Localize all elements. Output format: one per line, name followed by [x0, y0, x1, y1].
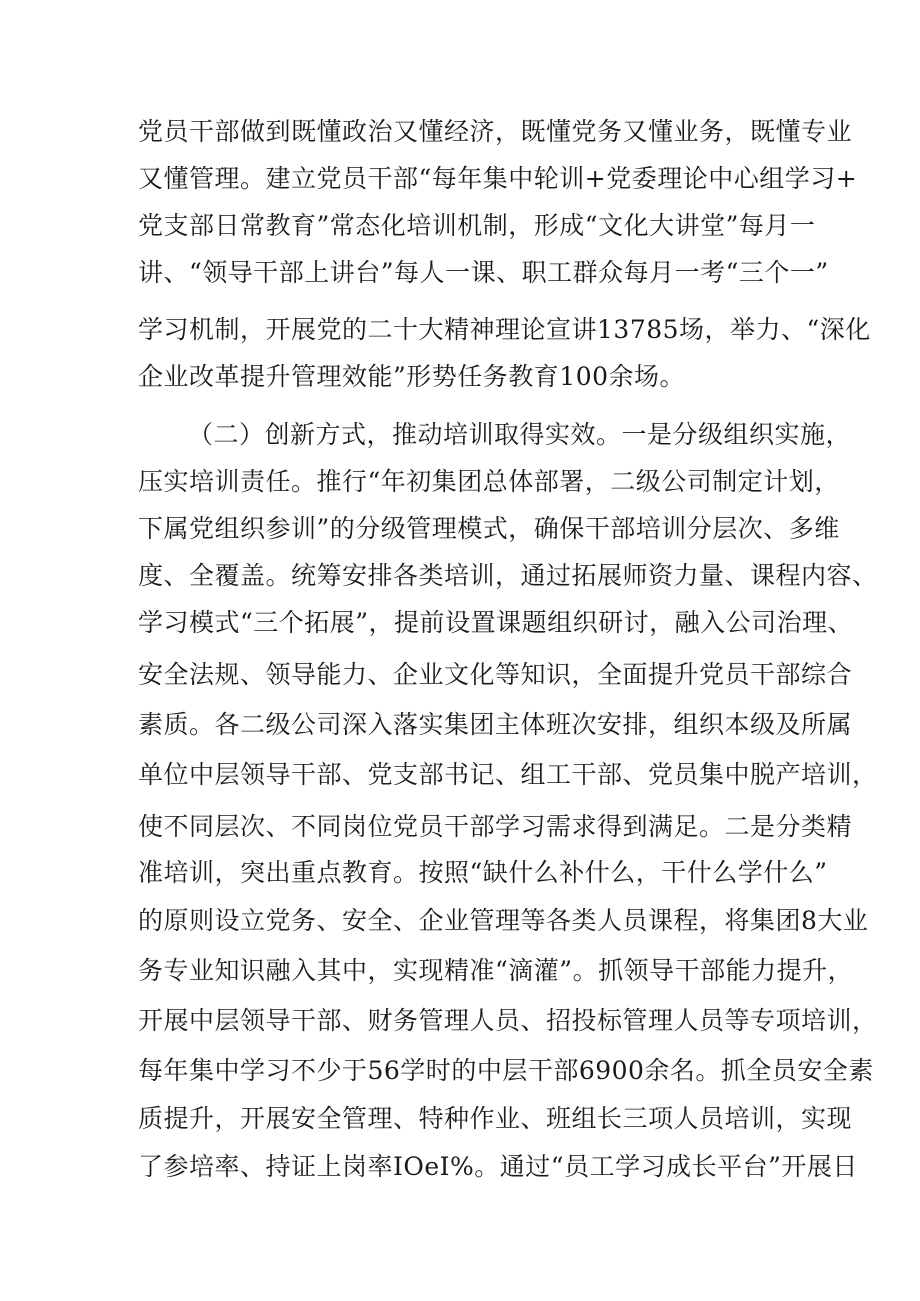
text-line: 又懂管理。建立党员干部“每年集中轮训+党委理论中心组学习+	[138, 164, 858, 193]
text-line: 压实培训责任。推行“年初集团总体部署，二级公司制定计划，	[138, 467, 840, 496]
text-line: 党员干部做到既懂政治又懂经济，既懂党务又懂业务，既懂专业	[138, 117, 853, 146]
text-line: 的原则设立党务、安全、企业管理等各类人员课程，将集团8大业	[138, 906, 869, 935]
text-line: 学习机制，开展党的二十大精神理论宣讲13785场，举力、“深化	[138, 315, 871, 344]
text-line: 务专业知识融入其中，实现精准“滴灌”。抓领导干部能力提升，	[138, 956, 854, 985]
text-line: 使不同层次、不同岗位党员干部学习需求得到满足。二是分类精	[138, 812, 853, 841]
text-line: 质提升，开展安全管理、特种作业、班组长三项人员培训，实现	[138, 1104, 853, 1133]
text-line: 下属党组织参训”的分级管理模式，确保干部培训分层次、多维	[138, 514, 840, 543]
text-line: 了参培率、持证上岗率IOeI%。通过“员工学习成长平台”开展日	[138, 1152, 858, 1181]
text-line: 准培训，突出重点教育。按照“缺什么补什么，干什么学什么”	[138, 858, 828, 887]
text-line: 讲、“领导干部上讲台”每人一课、职工群众每月一考“三个一”	[138, 258, 829, 287]
text-line: 每年集中学习不少于56学时的中层干部6900余名。抓全员安全素	[138, 1056, 874, 1085]
text-line: 单位中层领导干部、党支部书记、组工干部、党员集中脱产培训，	[138, 760, 878, 789]
text-line: 度、全覆盖。统筹安排各类培训，通过拓展师资力量、课程内容、	[138, 561, 878, 590]
text-line: 素质。各二级公司深入落实集团主体班次安排，组织本级及所属	[138, 710, 853, 739]
text-line: 党支部日常教育”常态化培训机制，形成“文化大讲堂”每月一	[138, 211, 816, 240]
text-line: 安全法规、领导能力、企业文化等知识，全面提升党员干部综合	[138, 660, 853, 689]
text-line: 开展中层领导干部、财务管理人员、招投标管理人员等专项培训，	[138, 1006, 878, 1035]
text-line: 学习模式“三个拓展”，提前设置课题组织研讨，融入公司治理、	[138, 608, 854, 637]
text-line: （二）创新方式，推动培训取得实效。一是分级组织实施，	[188, 420, 852, 449]
text-line: 企业改革提升管理效能”形势任务教育100余场。	[138, 362, 685, 391]
